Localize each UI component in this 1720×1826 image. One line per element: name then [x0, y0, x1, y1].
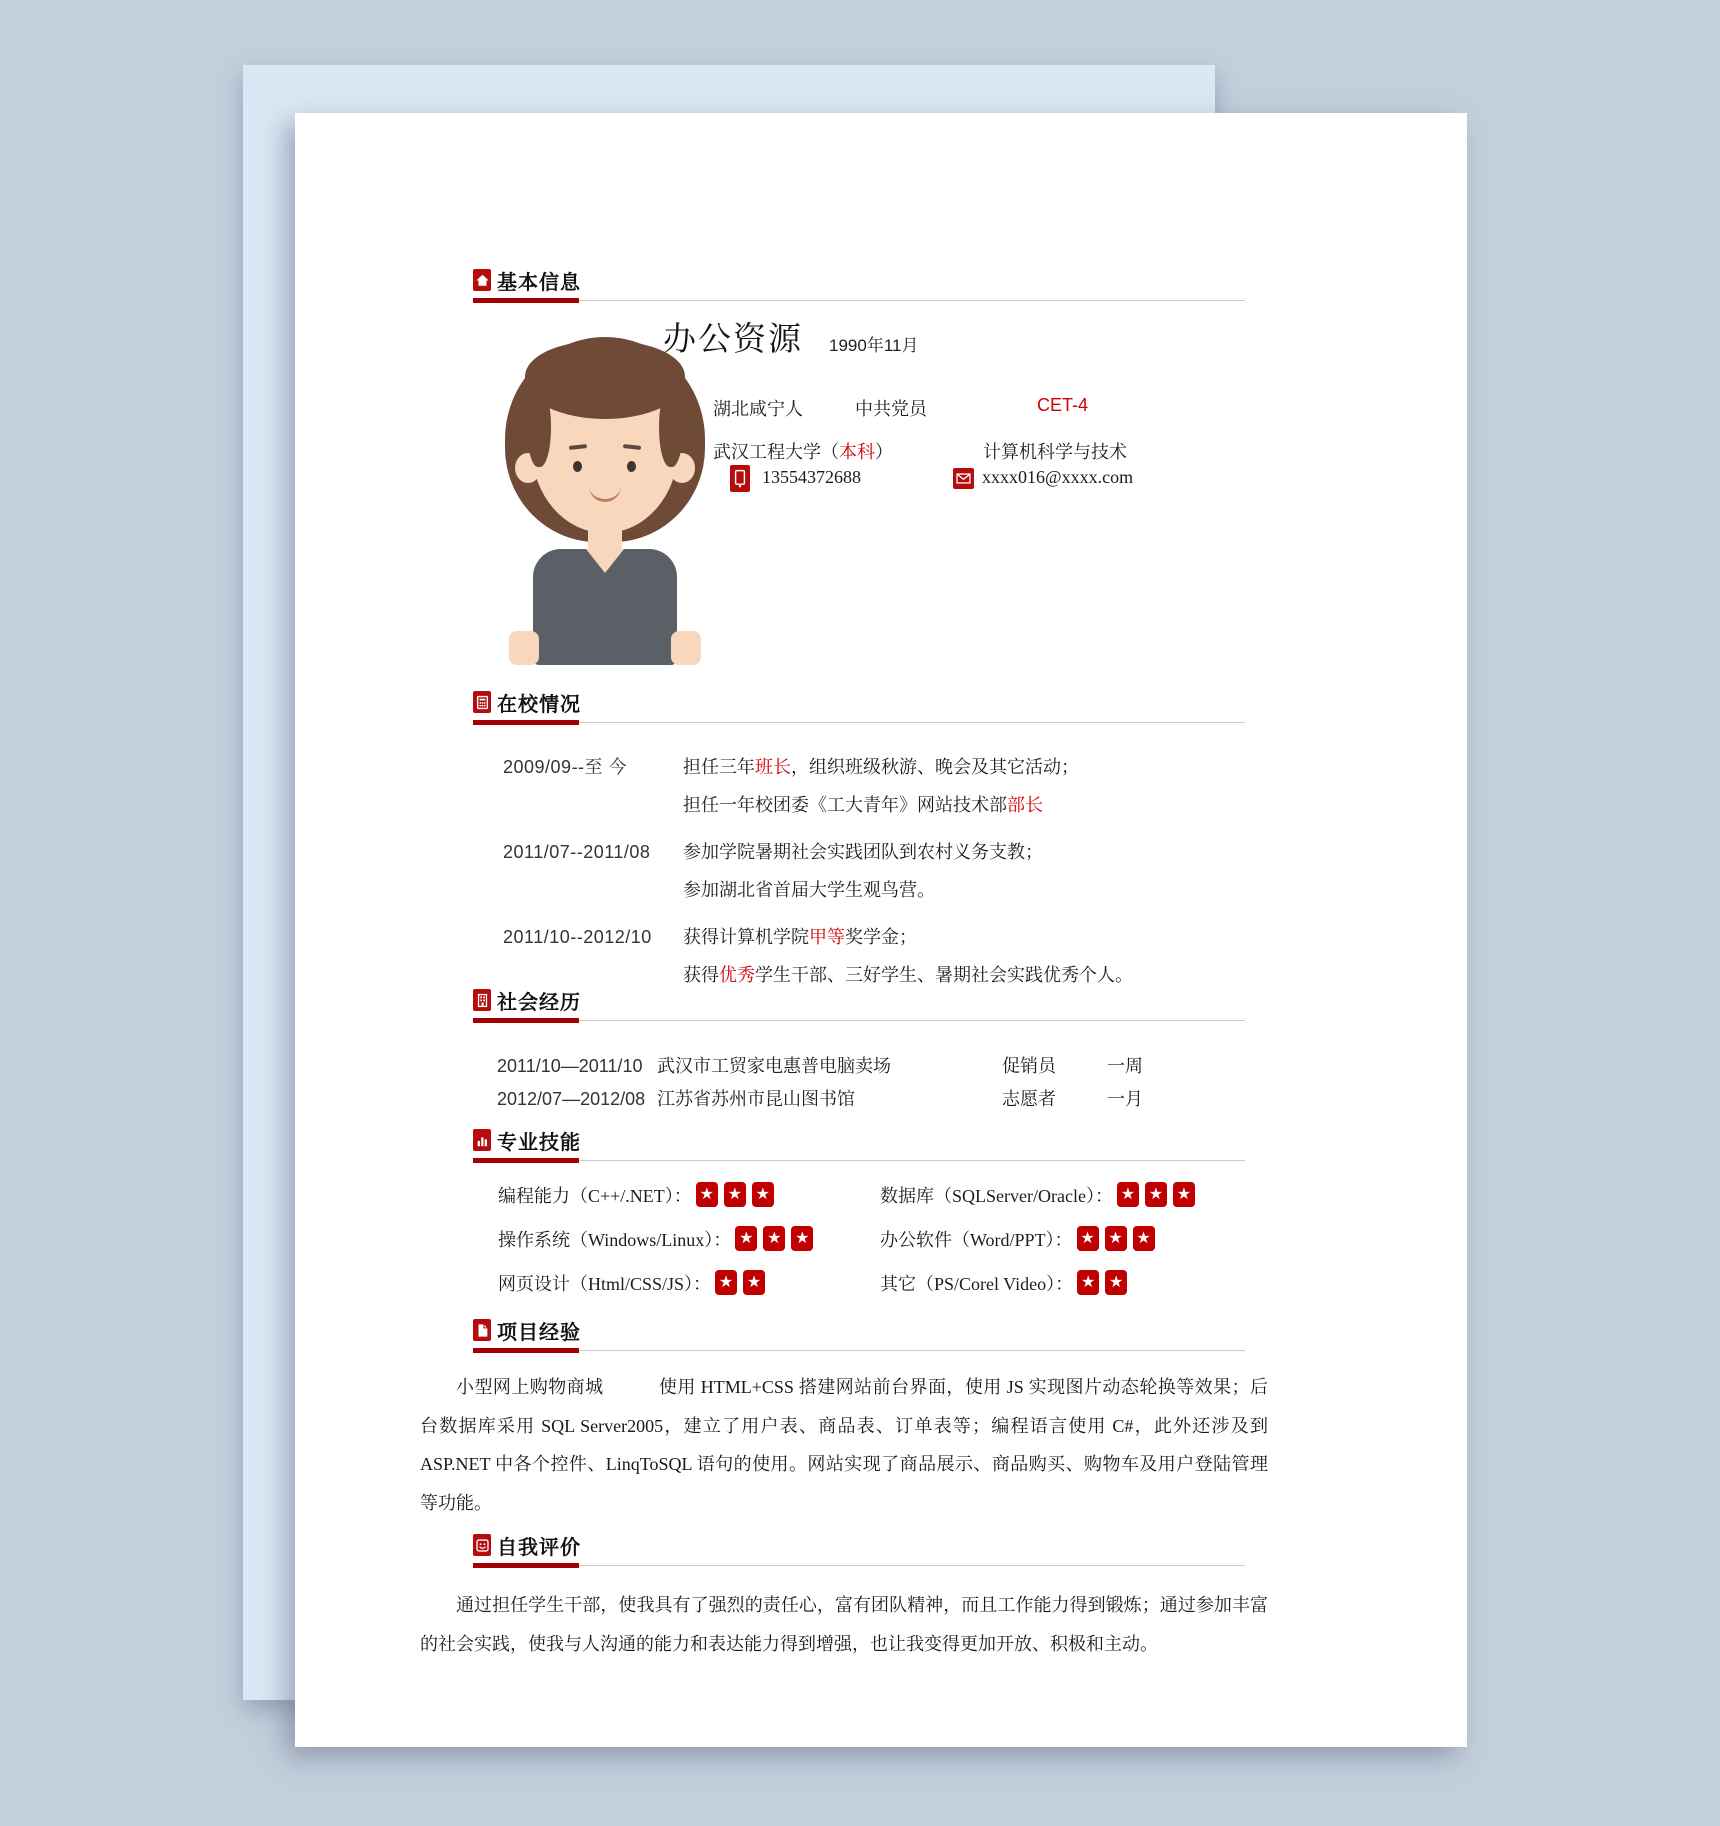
- phone-number: 13554372688: [762, 467, 861, 487]
- section-title: 基本信息: [497, 271, 581, 294]
- document-icon: [473, 1319, 491, 1341]
- profile-photo: [485, 335, 725, 665]
- section-self-evaluation: [473, 1533, 1245, 1572]
- smiley-icon: [473, 1534, 491, 1556]
- hometown: 湖北咸宁人: [713, 399, 803, 419]
- skills-list: [498, 1181, 1288, 1313]
- star-icon: ★: [715, 1270, 737, 1295]
- duration: 一月: [1107, 1089, 1143, 1109]
- section-divider: [473, 1565, 1245, 1572]
- skill-rating: [735, 1226, 813, 1251]
- organization: 武汉市工贸家电惠普电脑卖场: [657, 1056, 891, 1076]
- section-skills: [473, 1128, 1245, 1167]
- role: 志愿者: [1002, 1089, 1056, 1109]
- skill-item: 操作系统（Windows/Linux）： ★ ★ ★: [498, 1226, 880, 1252]
- star-icon: ★: [1077, 1270, 1099, 1295]
- email-address: xxxx016@xxxx.com: [982, 467, 1134, 487]
- star-icon: ★: [1105, 1270, 1127, 1295]
- resume-paper: [295, 113, 1467, 1747]
- skill-item: 编程能力（C++/.NET）： ★ ★ ★: [498, 1182, 880, 1208]
- date-range: 2011/07--2011/08: [503, 842, 651, 862]
- section-school: [473, 690, 1245, 729]
- section-title: 专业技能: [497, 1131, 581, 1154]
- star-icon: ★: [1077, 1226, 1099, 1251]
- star-icon: ★: [1105, 1226, 1127, 1251]
- phone-icon: [730, 465, 750, 492]
- star-icon: ★: [724, 1182, 746, 1207]
- duration: 一周: [1107, 1056, 1143, 1076]
- star-icon: ★: [752, 1182, 774, 1207]
- school-row: [503, 918, 1267, 994]
- star-icon: ★: [1173, 1182, 1195, 1207]
- section-divider: [473, 1160, 1245, 1167]
- section-title: 在校情况: [497, 693, 581, 716]
- skill-rating: [1077, 1270, 1127, 1295]
- star-icon: ★: [696, 1182, 718, 1207]
- date-range: 2011/10--2012/10: [503, 927, 652, 947]
- section-divider: [473, 300, 1245, 307]
- skill-item: 网页设计（Html/CSS/JS）： ★ ★: [498, 1270, 880, 1296]
- organization: 江苏省苏州市昆山图书馆: [657, 1089, 855, 1109]
- project-paragraph: 小型网上购物商城 使用 HTML+CSS 搭建网站前台界面，使用 JS 实现图片动态轮换等效果；后台数据库采用 SQL Server2005，建立了用户表、商品表、订单表等；编程语言使用 C#，此外还涉及到 ASP.NET 中各个控件、LinqToSQL 语句的使用。网站实现了商品展示、商品购买、购物车及用户登陆管理等功能。: [420, 1377, 1268, 1513]
- home-icon: [473, 269, 491, 291]
- star-icon: ★: [743, 1270, 765, 1295]
- role: 促销员: [1002, 1056, 1056, 1076]
- skill-item: 办公软件（Word/PPT）： ★ ★ ★: [880, 1226, 1155, 1252]
- school-line: 担任三年班长，组织班级秋游、晚会及其它活动；: [683, 757, 1079, 777]
- cet-level: CET-4: [1037, 395, 1089, 415]
- school-row: [503, 748, 1267, 824]
- self-evaluation-paragraph: 通过担任学生干部，使我具有了强烈的责任心，富有团队精神，而且工作能力得到锻炼；通过参加丰富的社会实践，使我与人沟通的能力和表达能力得到增强，也让我变得更加开放、积极和主动。: [420, 1595, 1268, 1654]
- school-line: 参加湖北省首届大学生观鸟营。: [683, 880, 935, 900]
- skill-rating: [696, 1182, 774, 1207]
- building-icon: [473, 989, 491, 1011]
- star-icon: ★: [1145, 1182, 1167, 1207]
- section-divider: [473, 722, 1245, 729]
- date-range: 2009/09--至 今: [503, 757, 628, 777]
- social-row: [497, 1050, 1267, 1083]
- major: 计算机科学与技术: [983, 442, 1127, 462]
- name-row: [663, 313, 918, 360]
- school-row: [503, 833, 1267, 909]
- political-status: 中共党员: [855, 399, 927, 419]
- university: 武汉工程大学（本科）: [713, 442, 893, 462]
- star-icon: ★: [1133, 1226, 1155, 1251]
- social-row: [497, 1083, 1267, 1116]
- section-title: 自我评价: [497, 1536, 581, 1559]
- section-title: 社会经历: [497, 991, 581, 1014]
- skill-rating: [1117, 1182, 1195, 1207]
- section-basic-info: [473, 268, 1245, 307]
- school-line: 担任一年校团委《工大青年》网站技术部部长: [683, 795, 1043, 815]
- date-range: 2012/07—2012/08: [497, 1089, 646, 1109]
- birth-date: 1990年11月: [829, 336, 919, 355]
- section-divider: [473, 1350, 1245, 1357]
- bar-chart-icon: [473, 1129, 491, 1151]
- star-icon: ★: [763, 1226, 785, 1251]
- info-line-1: [713, 395, 1273, 419]
- calculator-icon: [473, 691, 491, 713]
- social-rows: [497, 1050, 1267, 1116]
- mail-icon: [953, 468, 974, 489]
- school-rows: [503, 748, 1267, 1003]
- star-icon: ★: [791, 1226, 813, 1251]
- degree: 本科: [839, 442, 875, 462]
- school-line: 获得计算机学院甲等奖学金；: [683, 927, 917, 947]
- skill-item: 其它（PS/Corel Video）： ★ ★: [880, 1270, 1127, 1296]
- star-icon: ★: [735, 1226, 757, 1251]
- section-title: 项目经验: [497, 1321, 581, 1344]
- school-line: 获得优秀学生干部、三好学生、暑期社会实践优秀个人。: [683, 965, 1133, 985]
- skill-rating: [715, 1270, 765, 1295]
- section-divider: [473, 1020, 1245, 1027]
- school-line: 参加学院暑期社会实践团队到农村义务支教；: [683, 842, 1043, 862]
- star-icon: ★: [1117, 1182, 1139, 1207]
- date-range: 2011/10—2011/10: [497, 1056, 643, 1076]
- skill-item: 数据库（SQLServer/Oracle）： ★ ★ ★: [880, 1182, 1195, 1208]
- info-line-2: [713, 438, 1353, 462]
- candidate-name: 办公资源: [663, 320, 803, 357]
- skill-rating: [1077, 1226, 1155, 1251]
- section-social: [473, 988, 1245, 1027]
- section-project: [473, 1318, 1245, 1357]
